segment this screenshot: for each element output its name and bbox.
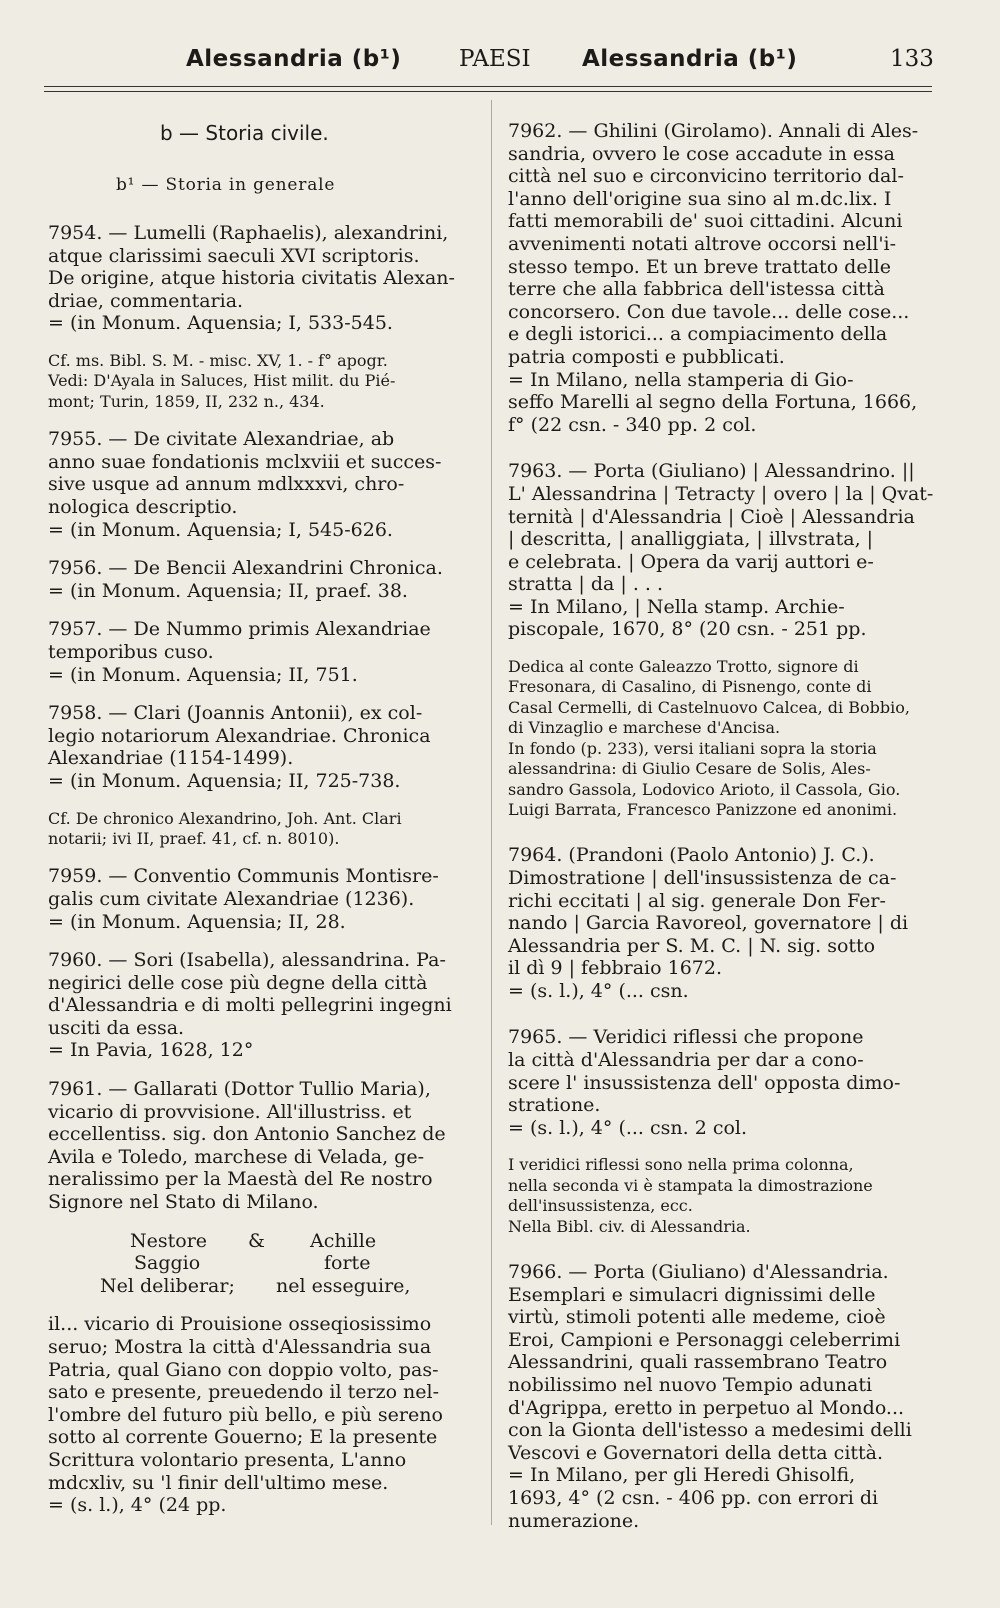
- column-divider: [491, 100, 492, 1525]
- verse-ampersand: &: [248, 1229, 265, 1252]
- text-line: 7961. — Gallarati (Dottor Tullio Maria),: [48, 1078, 431, 1101]
- text-line: negirici delle cose più degne della città: [48, 971, 428, 994]
- verse-deliberar: Nel deliberar;: [100, 1274, 235, 1297]
- text-line: piscopale, 1670, 8° (20 csn. - 251 pp.: [508, 618, 867, 641]
- text-line: concorsero. Con due tavole... delle cose...: [508, 300, 910, 323]
- text-line: sotto al corrente Gouerno; E la presente: [48, 1426, 438, 1449]
- text-line: terre che alla fabbrica dell'istessa città: [508, 278, 885, 301]
- entry-7965: [508, 1026, 933, 1139]
- text-line: nella seconda vi è stampata la dimostrazione: [508, 1175, 873, 1195]
- text-line: 7962. — Ghilini (Girolamo). Annali di Ales-: [508, 120, 919, 142]
- text-line: eccellentiss. sig. don Antonio Sanchez de: [48, 1123, 446, 1146]
- left-column: [48, 120, 478, 1517]
- text-line: il dì 9 | febbraio 1672.: [508, 957, 723, 980]
- text-line: f° (22 csn. - 340 pp. 2 col.: [508, 413, 757, 436]
- text-line: l'ombre del futuro più bello, e più sereno: [48, 1403, 443, 1426]
- text-line: sandro Gassola, Lodovico Arioto, il Cassola, Gio.: [508, 779, 901, 799]
- text-line: | descritta, | analliggiata, | illvstrata, |: [508, 528, 874, 551]
- text-line: = (in Monum. Aquensia; II, praef. 38.: [48, 579, 408, 602]
- text-line: L' Alessandrina | Tetracty | overo | la | Qvat-: [508, 482, 934, 505]
- text-line: d'Alessandria e di molti pellegrini ingegni: [48, 994, 452, 1017]
- text-line: Cf. De chronico Alexandrino, Joh. Ant. Clari: [48, 808, 402, 828]
- note-7958: [48, 809, 478, 850]
- text-line: ternità | d'Alessandria | Cioè | Alessandria: [508, 505, 915, 528]
- text-line: nobilissimo nel nuovo Tempio adunati: [508, 1374, 873, 1397]
- text-line: vicario di provvisione. All'illustriss. et: [48, 1100, 412, 1123]
- text-line: Dedica al conte Galeazzo Trotto, signore di: [508, 657, 859, 677]
- text-line: 7964. (Prandoni (Paolo Antonio) J. C.).: [508, 844, 875, 867]
- text-line: e celebrata. | Opera da varij auttori e-: [508, 550, 874, 573]
- text-line: mdcxliv, su 'l finir dell'ultimo mese.: [48, 1471, 389, 1494]
- text-line: = In Milano, per gli Heredi Ghisolfi,: [508, 1464, 856, 1487]
- text-line: temporibus cuso.: [48, 640, 214, 663]
- entry-7966: [508, 1261, 933, 1532]
- text-line: dell'insussistenza, ecc.: [508, 1196, 693, 1216]
- text-line: Cf. ms. Bibl. S. M. - misc. XV, 1. - f° apogr.: [48, 350, 388, 370]
- text-line: = (in Monum. Aquensia; II, 28.: [48, 910, 346, 933]
- text-line: richi eccitati | al sig. generale Don Fer-: [508, 889, 886, 912]
- text-line: = (in Monum. Aquensia; II, 751.: [48, 663, 358, 686]
- text-line: numerazione.: [508, 1509, 640, 1532]
- text-line: città nel suo e circonvicino territorio dal-: [508, 165, 904, 188]
- text-line: = In Milano, | Nella stamp. Archie-: [508, 595, 845, 618]
- text-line: 1693, 4° (2 csn. - 406 pp. con errori di: [508, 1487, 879, 1509]
- entry-7962: [508, 120, 933, 436]
- text-line: stratta | da | . . .: [508, 573, 664, 596]
- text-line: Scrittura volontario presenta, L'anno: [48, 1448, 407, 1471]
- entry-7959: [48, 865, 478, 933]
- text-line: Signore nel Stato di Milano.: [48, 1191, 319, 1214]
- text-line: stratione.: [508, 1094, 601, 1117]
- text-line: 7956. — De Bencii Alexandrini Chronica.: [48, 557, 443, 580]
- text-line: seruo; Mostra la città d'Alessandria sua: [48, 1336, 432, 1358]
- text-line: nologica descriptio.: [48, 495, 238, 518]
- verse-forte: forte: [324, 1252, 371, 1275]
- text-line: e degli istorici... a compiacimento della: [508, 323, 888, 346]
- text-line: galis cum civitate Alexandriae (1236).: [48, 887, 415, 910]
- header-rule-thin: [44, 91, 932, 92]
- entry-7958: [48, 702, 478, 792]
- text-line: sive usque ad annum mdlxxxvi, chro-: [48, 473, 405, 496]
- text-line: = (in Monum. Aquensia; I, 533-545.: [48, 312, 393, 335]
- text-line: notarii; ivi II, praef. 41, cf. n. 8010).: [48, 828, 340, 848]
- text-line: fatti memorabili de' suoi cittadini. Alcuni: [508, 210, 903, 233]
- entry-7954: [48, 222, 478, 335]
- text-line: Alessandrini, quali rassembrano Teatro: [508, 1351, 888, 1374]
- text-line: il... vicario di Prouisione osseqiosissimo: [48, 1313, 432, 1336]
- text-line: I veridici riflessi sono nella prima colonna,: [508, 1155, 854, 1175]
- text-line: Vescovi e Governatori della detta città.: [508, 1441, 884, 1464]
- text-line: anno suae fondationis mclxviii et succes-: [48, 450, 442, 473]
- text-line: = (s. l.), 4° (... csn. 2 col.: [508, 1116, 748, 1139]
- text-line: patria composti e pubblicati.: [508, 345, 785, 368]
- text-line: 7959. — Conventio Communis Montisre-: [48, 865, 439, 888]
- text-line: 7955. — De civitate Alexandriae, ab: [48, 428, 395, 451]
- section-title: b — Storia civile.: [160, 121, 329, 145]
- text-line: = In Milano, nella stamperia di Gio-: [508, 368, 854, 391]
- subsection-title: b¹ — Storia in generale: [116, 175, 336, 195]
- text-line: legio notariorum Alexandriae. Chronica: [48, 724, 431, 747]
- text-line: atque clarissimi saeculi XVI scriptoris.: [48, 244, 420, 267]
- text-line: d'Agrippa, eretto in perpetuo al Mondo...: [508, 1396, 905, 1419]
- text-line: Dimostratione | dell'insussistenza de ca-: [508, 866, 897, 889]
- note-7965: [508, 1155, 933, 1237]
- entry-7957: [48, 618, 478, 686]
- text-line: 7965. — Veridici riflessi che propone: [508, 1026, 864, 1049]
- text-line: In fondo (p. 233), versi italiani sopra la storia: [508, 738, 877, 758]
- header-left: Alessandria (b¹): [186, 46, 402, 72]
- entry-7955: [48, 428, 478, 541]
- text-line: = (in Monum. Aquensia; I, 545-626.: [48, 518, 393, 541]
- text-line: = (in Monum. Aquensia; II, 725-738.: [48, 769, 401, 792]
- entry-7956: [48, 557, 478, 602]
- verse-block: [48, 1230, 478, 1298]
- entry-7961-continued: [48, 1313, 478, 1516]
- text-line: sato e presente, preuedendo il terzo nel-: [48, 1381, 440, 1404]
- text-line: neralissimo per la Maestà del Re nostro: [48, 1168, 433, 1191]
- header-rule: [44, 86, 932, 87]
- text-line: stesso tempo. Et un breve trattato delle: [508, 255, 891, 278]
- text-line: Patria, qual Giano con doppio volto, pas-: [48, 1358, 439, 1381]
- text-line: nando | Garcia Ravoreol, governatore | di: [508, 912, 909, 935]
- text-line: scere l' insussistenza dell' opposta dimo-: [508, 1071, 901, 1094]
- text-line: 7963. — Porta (Giuliano) | Alessandrino. ||: [508, 460, 915, 483]
- note-7954: [48, 351, 478, 412]
- text-line: Esemplari e simulacri dignissimi delle: [508, 1283, 876, 1306]
- text-line: usciti da essa.: [48, 1016, 185, 1039]
- text-line: virtù, stimoli potenti alle medeme, cioè: [508, 1306, 886, 1329]
- note-7963: [508, 657, 933, 820]
- entry-7964: [508, 844, 933, 1002]
- text-line: Casal Cermelli, di Castelnuovo Calcea, di Bobbio,: [508, 697, 910, 717]
- text-line: seffo Marelli al segno della Fortuna, 1666,: [508, 391, 918, 414]
- text-line: Nella Bibl. civ. di Alessandria.: [508, 1216, 751, 1236]
- entry-7963: [508, 460, 933, 641]
- text-line: Fresonara, di Casalino, di Pisnengo, conte di: [508, 677, 872, 697]
- text-line: Vedi: D'Ayala in Saluces, Hist milit. du Pié-: [48, 371, 396, 391]
- text-line: avvenimenti notati altrove occorsi nell'i-: [508, 232, 897, 255]
- text-line: 7958. — Clari (Joannis Antonii), ex col-: [48, 702, 423, 725]
- verse-esseguire: nel esseguire,: [276, 1274, 411, 1297]
- verse-saggio: Saggio: [134, 1252, 201, 1275]
- text-line: 7966. — Porta (Giuliano) d'Alessandria.: [508, 1261, 889, 1284]
- verse-achille: Achille: [310, 1229, 377, 1252]
- entry-7961: [48, 1078, 478, 1214]
- text-line: 7960. — Sori (Isabella), alessandrina. Pa-: [48, 949, 446, 972]
- text-line: alessandrina: di Giulio Cesare de Solis, Ales-: [508, 759, 871, 779]
- text-line: 7954. — Lumelli (Raphaelis), alexandrini,: [48, 222, 449, 244]
- text-line: Alexandriae (1154-1499).: [48, 747, 294, 770]
- text-line: la città d'Alessandria per dar a cono-: [508, 1049, 864, 1072]
- text-line: Alessandria per S. M. C. | N. sig. sotto: [508, 934, 876, 957]
- text-line: con la Gionta dell'istesso a medesimi delli: [508, 1419, 912, 1442]
- entry-7960: [48, 949, 478, 1062]
- right-column: [508, 120, 933, 1532]
- text-line: driae, commentaria.: [48, 289, 244, 312]
- header-center: PAESI: [459, 46, 531, 72]
- running-header: [0, 46, 1000, 82]
- text-line: 7957. — De Nummo primis Alexandriae: [48, 618, 431, 641]
- text-line: Avila e Toledo, marchese di Velada, ge-: [48, 1145, 425, 1168]
- page-number: 133: [890, 46, 934, 72]
- text-line: = (s. l.), 4° (24 pp.: [48, 1494, 227, 1517]
- header-right: Alessandria (b¹): [582, 46, 798, 72]
- text-line: mont; Turin, 1859, II, 232 n., 434.: [48, 391, 325, 411]
- text-line: di Vinzaglio e marchese d'Ancisa.: [508, 718, 781, 738]
- text-line: = (s. l.), 4° (... csn.: [508, 979, 689, 1002]
- text-line: Luigi Barrata, Francesco Panizzone ed anonimi.: [508, 799, 898, 819]
- text-line: De origine, atque historia civitatis Alexan-: [48, 267, 455, 290]
- text-line: sandria, ovvero le cose accadute in essa: [508, 142, 895, 165]
- text-line: Eroi, Campioni e Personaggi celeberrimi: [508, 1328, 901, 1351]
- text-line: = In Pavia, 1628, 12°: [48, 1039, 254, 1062]
- verse-nestore: Nestore: [130, 1229, 208, 1252]
- text-line: l'anno dell'origine sua sino al m.dc.lix. I: [508, 187, 892, 210]
